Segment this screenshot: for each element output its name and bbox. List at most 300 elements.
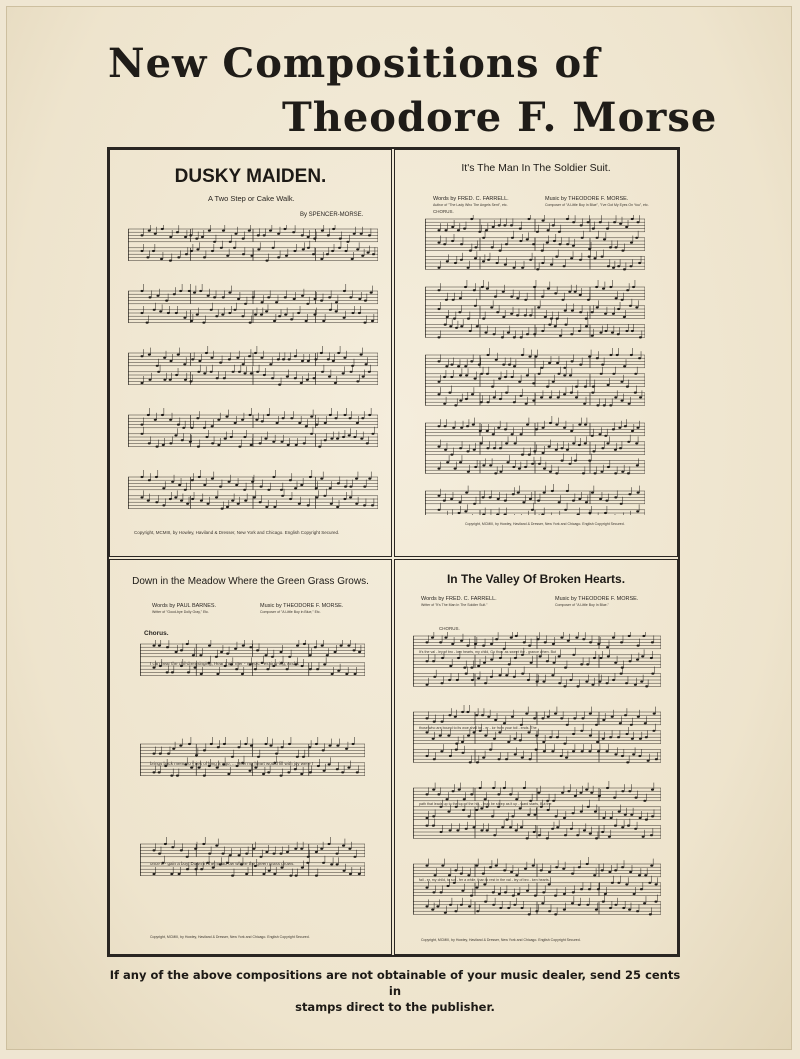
note-head — [343, 357, 346, 359]
note-head — [476, 910, 479, 912]
note-head — [617, 736, 620, 738]
note-head — [621, 755, 624, 757]
note-head — [331, 673, 334, 675]
note-head — [177, 424, 180, 426]
note-head — [484, 735, 487, 737]
note-head — [175, 374, 178, 376]
note-head — [426, 641, 429, 643]
note-head — [537, 638, 540, 640]
note-head — [480, 442, 483, 444]
note-head — [257, 234, 260, 236]
note-head — [515, 874, 518, 876]
note-head — [324, 439, 327, 441]
note-head — [529, 259, 532, 261]
note-head — [626, 386, 629, 388]
note-head — [444, 637, 447, 639]
note-head — [621, 400, 624, 402]
note-head — [180, 649, 183, 651]
note-head — [587, 806, 590, 808]
note-head — [368, 371, 371, 373]
note-head — [505, 392, 508, 394]
note-head — [459, 297, 462, 299]
note-head — [651, 815, 654, 817]
note-head — [566, 218, 569, 220]
note-head — [330, 438, 333, 440]
note-head — [510, 637, 513, 639]
note-head — [555, 866, 558, 868]
note-head — [558, 231, 561, 233]
note-head — [190, 767, 193, 769]
note-head — [141, 234, 144, 236]
note-head — [244, 303, 247, 305]
note-head — [284, 314, 287, 316]
note-head — [504, 514, 507, 516]
note-head — [259, 501, 262, 503]
note-head — [261, 420, 264, 422]
note-head — [461, 711, 464, 713]
note-head — [581, 717, 584, 719]
note-head — [363, 504, 366, 506]
note-head — [628, 790, 631, 792]
note-head — [542, 681, 545, 683]
note-head — [203, 484, 206, 486]
note-head — [305, 320, 308, 322]
note-head — [242, 253, 245, 255]
note-head — [540, 396, 543, 398]
note-head — [458, 789, 461, 791]
note-head — [213, 241, 216, 243]
note-head — [438, 242, 441, 244]
note-head — [474, 246, 477, 248]
note-head — [184, 379, 187, 381]
note-head — [301, 665, 304, 667]
note-head — [286, 668, 289, 670]
note-head — [564, 834, 567, 836]
note-head — [630, 242, 633, 244]
note-head — [186, 868, 189, 870]
note-head — [456, 829, 459, 831]
note-head — [571, 360, 574, 362]
note-head — [482, 260, 485, 262]
note-head — [540, 806, 543, 808]
note-head — [563, 909, 566, 911]
note-head — [639, 396, 642, 398]
note-head — [307, 247, 310, 249]
note-head — [322, 320, 325, 322]
note-head — [256, 649, 259, 651]
note-head — [564, 509, 567, 511]
note-head — [606, 787, 609, 789]
note-head — [456, 679, 459, 681]
note-head — [215, 315, 218, 317]
note-head — [601, 364, 604, 366]
note-head — [529, 356, 532, 358]
note-head — [336, 863, 339, 865]
note-head — [511, 237, 514, 239]
note-head — [265, 506, 268, 508]
note-head — [294, 487, 297, 489]
note-head — [599, 332, 602, 334]
note-head — [236, 357, 239, 359]
note-head — [345, 673, 348, 675]
note-head — [480, 807, 483, 809]
note-head — [198, 476, 201, 478]
note-head — [489, 866, 492, 868]
note-head — [196, 417, 199, 419]
note-head — [582, 638, 585, 640]
note-head — [596, 357, 599, 359]
note-head — [614, 825, 617, 827]
music-score — [140, 640, 365, 930]
note-head — [349, 486, 352, 488]
note-head — [262, 773, 265, 775]
note-head — [543, 750, 546, 752]
note-head — [438, 393, 441, 395]
note-head — [273, 506, 276, 508]
note-head — [651, 789, 654, 791]
note-head — [278, 384, 281, 386]
note-head — [612, 637, 615, 639]
note-head — [312, 253, 315, 255]
note-head — [259, 856, 262, 858]
note-head — [548, 871, 551, 873]
note-head — [604, 435, 607, 437]
note-head — [233, 309, 236, 311]
note-head — [265, 310, 268, 312]
note-head — [503, 224, 506, 226]
note-head — [444, 449, 447, 451]
note-head — [636, 510, 639, 512]
note-head — [491, 386, 494, 388]
note-head — [344, 250, 347, 252]
note-head — [183, 317, 186, 319]
note-head — [200, 500, 203, 502]
note-head — [154, 419, 157, 421]
note-head — [645, 685, 648, 687]
note-head — [177, 256, 180, 258]
note-head — [482, 318, 485, 320]
note-head — [203, 749, 206, 751]
note-head — [575, 637, 578, 639]
note-head — [153, 667, 156, 669]
note-head — [614, 662, 617, 664]
note-head — [532, 865, 535, 867]
note-head — [355, 478, 358, 480]
note-head — [169, 260, 172, 262]
note-head — [507, 332, 510, 334]
note-head — [355, 503, 358, 505]
note-head — [463, 667, 466, 669]
note-head — [619, 447, 622, 449]
note-head — [512, 466, 515, 468]
note-head — [472, 424, 475, 426]
note-head — [281, 867, 284, 869]
note-head — [300, 382, 303, 384]
note-head — [455, 327, 458, 329]
note-head — [591, 435, 594, 437]
note-head — [622, 907, 625, 909]
note-head — [454, 404, 457, 406]
note-head — [495, 638, 498, 640]
note-head — [547, 229, 550, 231]
note-head — [371, 504, 374, 506]
note-head — [438, 446, 441, 448]
note-head — [549, 396, 552, 398]
note-head — [224, 438, 227, 440]
note-head — [542, 427, 545, 429]
note-head — [627, 472, 630, 474]
note-head — [438, 336, 441, 338]
note-head — [571, 873, 574, 875]
note-head — [194, 848, 197, 850]
note-head — [585, 789, 588, 791]
note-head — [459, 461, 462, 463]
note-head — [336, 853, 339, 855]
note-head — [438, 267, 441, 269]
note-head — [307, 504, 310, 506]
note-head — [454, 262, 457, 264]
note-head — [149, 296, 152, 298]
note-head — [607, 384, 610, 386]
note-head — [241, 419, 244, 421]
note-head — [603, 238, 606, 240]
note-head — [529, 314, 532, 316]
note-head — [542, 220, 545, 222]
note-head — [634, 684, 637, 686]
note-head — [426, 717, 429, 719]
note-head — [519, 739, 522, 741]
note-head — [146, 322, 149, 324]
note-head — [275, 753, 278, 755]
note-head — [450, 376, 453, 378]
note-head — [578, 866, 581, 868]
note-head — [631, 218, 634, 220]
note-head — [450, 498, 453, 500]
note-head — [433, 676, 436, 678]
note-head — [486, 373, 489, 375]
note-head — [552, 800, 555, 802]
note-head — [580, 888, 583, 890]
note-head — [571, 310, 574, 312]
note-head — [372, 253, 375, 255]
note-head — [629, 265, 632, 267]
note-head — [555, 256, 558, 258]
note-head — [334, 382, 337, 384]
note-head — [550, 264, 553, 266]
note-head — [542, 891, 545, 893]
note-head — [277, 256, 280, 258]
note-head — [356, 771, 359, 773]
note-head — [570, 257, 573, 259]
note-head — [553, 240, 556, 242]
note-head — [510, 224, 513, 226]
note-head — [519, 240, 522, 242]
note-head — [564, 310, 567, 312]
note-head — [490, 676, 493, 678]
note-head — [475, 887, 478, 889]
note-head — [578, 330, 581, 332]
note-head — [635, 237, 638, 239]
note-head — [296, 756, 299, 758]
note-head — [452, 299, 455, 301]
note-head — [461, 741, 464, 743]
note-head — [497, 498, 500, 500]
note-head — [460, 325, 463, 327]
note-head — [267, 414, 270, 416]
note-head — [171, 481, 174, 483]
note-head — [177, 354, 180, 356]
note-head — [623, 268, 626, 270]
note-head — [614, 496, 617, 498]
note-head — [458, 311, 461, 313]
note-head — [642, 836, 645, 838]
note-head — [212, 867, 215, 869]
note-head — [597, 643, 600, 645]
note-head — [554, 913, 557, 915]
note-head — [494, 719, 497, 721]
note-head — [487, 401, 490, 403]
note-head — [370, 292, 373, 294]
note-head — [541, 902, 544, 904]
note-head — [342, 845, 345, 847]
note-head — [523, 641, 526, 643]
note-head — [280, 489, 283, 491]
note-head — [262, 873, 265, 875]
note-head — [494, 296, 497, 298]
note-head — [210, 371, 213, 373]
note-head — [473, 503, 476, 505]
note-head — [237, 746, 240, 748]
note-head — [473, 289, 476, 291]
note-head — [570, 392, 573, 394]
note-head — [141, 312, 144, 314]
note-head — [141, 290, 144, 292]
note-head — [599, 433, 602, 435]
note-head — [469, 330, 472, 332]
note-head — [515, 829, 518, 831]
note-head — [563, 265, 566, 267]
note-head — [315, 424, 318, 426]
note-head — [360, 233, 363, 235]
note-head — [289, 479, 292, 481]
score-drawing — [128, 225, 378, 525]
note-head — [432, 738, 435, 740]
note-head — [607, 265, 610, 267]
note-head — [446, 260, 449, 262]
note-head — [467, 471, 470, 473]
lyric-line: It's the val - ley of bro - ken hearts, my child, Go thou' as sweet the - grance when. But — [419, 650, 557, 654]
note-head — [495, 865, 498, 867]
note-head — [296, 645, 299, 647]
note-head — [174, 434, 177, 436]
note-head — [554, 895, 557, 897]
note-head — [484, 901, 487, 903]
note-head — [482, 237, 485, 239]
note-head — [479, 787, 482, 789]
note-head — [468, 905, 471, 907]
note-head — [173, 293, 176, 295]
note-head — [334, 651, 337, 653]
note-head — [294, 768, 297, 770]
note-head — [505, 819, 508, 821]
note-head — [533, 717, 536, 719]
note-head — [244, 372, 247, 374]
note-head — [603, 404, 606, 406]
note-head — [440, 891, 443, 893]
note-head — [297, 312, 300, 314]
note-head — [238, 854, 241, 856]
note-head — [499, 674, 502, 676]
panel-copyright: Copyright, MCMIII, by Howley, Haviland & Dresser, New York and Chicago. English Copyright Secured. — [134, 530, 340, 535]
note-head — [474, 305, 477, 307]
note-head — [547, 288, 550, 290]
note-head — [482, 873, 485, 875]
note-head — [482, 645, 485, 647]
note-head — [620, 503, 623, 505]
note-head — [156, 446, 159, 448]
note-head — [466, 711, 469, 713]
note-head — [627, 441, 630, 443]
note-head — [520, 826, 523, 828]
note-head — [307, 360, 310, 362]
note-head — [288, 656, 291, 658]
note-head — [446, 316, 449, 318]
note-head — [475, 865, 478, 867]
note-head — [186, 643, 189, 645]
note-head — [498, 893, 501, 895]
note-head — [320, 848, 323, 850]
note-head — [508, 364, 511, 366]
note-head — [336, 768, 339, 770]
note-head — [521, 654, 524, 656]
note-head — [474, 257, 477, 259]
note-head — [349, 873, 352, 875]
note-head — [317, 765, 320, 767]
note-head — [235, 668, 238, 670]
note-head — [604, 512, 607, 514]
note-head — [554, 292, 557, 294]
note-head — [594, 811, 597, 813]
note-head — [153, 771, 156, 773]
note-head — [231, 500, 234, 502]
note-head — [594, 472, 597, 474]
note-head — [592, 450, 595, 452]
note-head — [639, 336, 642, 338]
note-head — [220, 651, 223, 653]
note-head — [323, 770, 326, 772]
note-head — [280, 775, 283, 777]
note-head — [335, 301, 338, 303]
note-head — [459, 400, 462, 402]
note-head — [440, 831, 443, 833]
note-head — [489, 496, 492, 498]
note-head — [586, 663, 589, 665]
footer-line-1: If any of the above compositions are not obtainable of your music dealer, send 25 cents in — [109, 968, 681, 998]
note-head — [315, 487, 318, 489]
note-head — [286, 851, 289, 853]
note-head — [518, 381, 521, 383]
note-head — [439, 806, 442, 808]
note-head — [275, 301, 278, 303]
note-head — [541, 262, 544, 264]
note-head — [558, 655, 561, 657]
note-head — [249, 322, 252, 324]
note-head — [439, 641, 442, 643]
note-head — [449, 755, 452, 757]
note-head — [155, 476, 158, 478]
note-head — [216, 377, 219, 379]
note-head — [269, 745, 272, 747]
